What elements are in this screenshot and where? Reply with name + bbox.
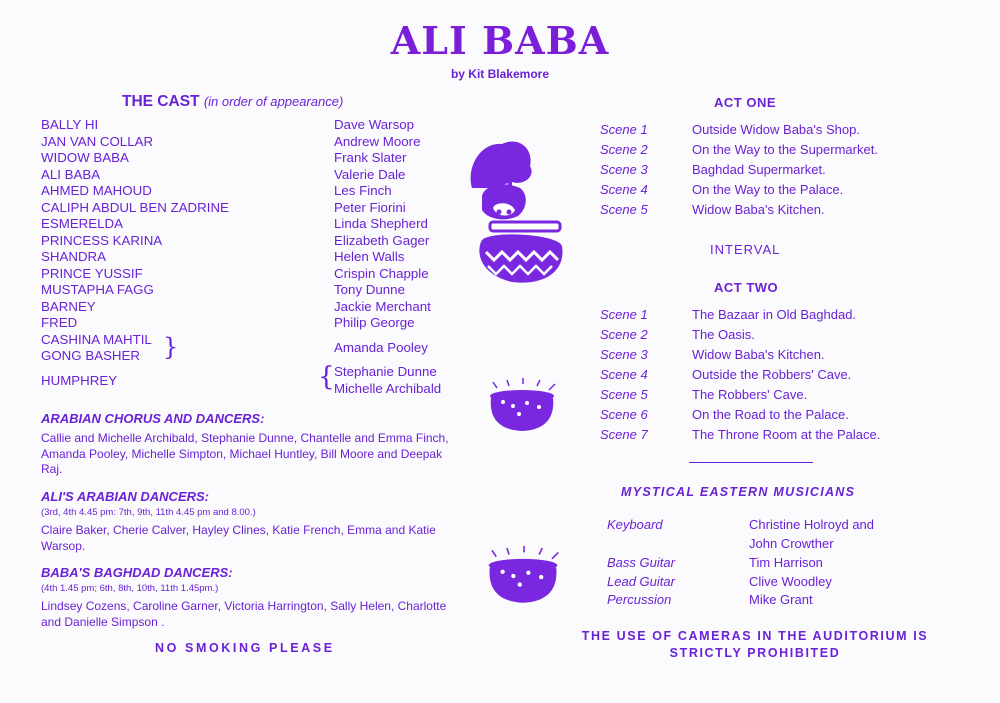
actor-name: Jackie Merchant bbox=[334, 298, 431, 314]
actor-name: Stephanie Dunne bbox=[334, 364, 437, 379]
genie-in-pot-icon bbox=[462, 130, 574, 290]
character-list bbox=[41, 117, 229, 389]
ali-dancers-note: (3rd, 4th 4.45 pm: 7th, 9th, 11th 4.45 pm and 8.00.) bbox=[41, 507, 256, 518]
character-name: HUMPHREY bbox=[41, 372, 118, 388]
scene-label: Scene 1 bbox=[600, 307, 648, 322]
scene-text: Widow Baba's Kitchen. bbox=[692, 347, 825, 362]
scene-label: Scene 3 bbox=[600, 347, 648, 362]
spacer bbox=[41, 365, 229, 373]
actor-name: Dave Warsop bbox=[334, 117, 415, 132]
actor-list bbox=[334, 117, 431, 356]
divider-line bbox=[689, 462, 813, 463]
left-brace: { bbox=[318, 362, 335, 392]
chorus-heading: ARABIAN CHORUS AND DANCERS: bbox=[41, 411, 265, 426]
actor-name: Crispin Chapple bbox=[334, 265, 429, 281]
actor-name: Valerie Dale bbox=[334, 166, 406, 182]
cameras-notice-line: STRICTLY PROHIBITED bbox=[669, 646, 841, 660]
musicians-heading: MYSTICAL EASTERN MUSICIANS bbox=[621, 485, 856, 499]
character-name: ESMERELDA bbox=[41, 216, 124, 231]
cameras-notice bbox=[520, 628, 990, 662]
character-name: AHMED MAHOUD bbox=[41, 183, 152, 198]
scene-text: On the Road to the Palace. bbox=[692, 407, 849, 422]
character-name: PRINCE YUSSIF bbox=[41, 265, 143, 281]
scene-label: Scene 6 bbox=[600, 407, 648, 422]
scene-text: The Bazaar in Old Baghdad. bbox=[692, 307, 857, 322]
baba-dancers-heading: BABA'S BAGHDAD DANCERS: bbox=[41, 565, 233, 580]
musician-role: Lead Guitar bbox=[607, 574, 675, 589]
scene-text: Outside Widow Baba's Shop. bbox=[692, 122, 860, 137]
right-brace: } bbox=[163, 333, 179, 361]
musician-name: Christine Holroyd and bbox=[749, 517, 875, 532]
scene-label: Scene 3 bbox=[600, 162, 648, 177]
character-name: ALI BABA bbox=[41, 166, 101, 182]
scene-text: The Robbers' Cave. bbox=[692, 387, 808, 402]
cameras-notice-line: THE USE OF CAMERAS IN THE AUDITORIUM IS bbox=[581, 629, 929, 643]
character-name: PRINCESS KARINA bbox=[41, 232, 163, 248]
scene-label: Scene 2 bbox=[600, 142, 648, 157]
humphrey-actors bbox=[334, 364, 441, 397]
character-name: JAN VAN COLLAR bbox=[41, 133, 154, 149]
actor-name: Elizabeth Gager bbox=[334, 232, 430, 248]
actor-name: Linda Shepherd bbox=[334, 216, 428, 231]
character-name: BARNEY bbox=[41, 298, 96, 314]
actor-name: Philip George bbox=[334, 315, 415, 330]
character-name: WIDOW BABA bbox=[41, 150, 129, 165]
byline: by Kit Blakemore bbox=[450, 67, 550, 81]
cast-subheading: (in order of appearance) bbox=[203, 94, 344, 109]
musician-name: Clive Woodley bbox=[749, 574, 832, 589]
scene-text: The Throne Room at the Palace. bbox=[692, 427, 881, 442]
page-title: ALI BABA bbox=[390, 18, 610, 63]
actor-name: Les Finch bbox=[334, 183, 392, 198]
musician-name: Mike Grant bbox=[749, 592, 813, 607]
scene-label: Scene 7 bbox=[600, 427, 648, 442]
ali-dancers-heading: ALI'S ARABIAN DANCERS: bbox=[41, 489, 209, 504]
scene-label: Scene 4 bbox=[600, 182, 648, 197]
scene-text: Widow Baba's Kitchen. bbox=[692, 202, 825, 217]
musician-role: Bass Guitar bbox=[607, 555, 675, 570]
scene-label: Scene 1 bbox=[600, 122, 648, 137]
actor-name: Peter Fiorini bbox=[334, 199, 406, 215]
scene-text: Outside the Robbers' Cave. bbox=[692, 367, 852, 382]
character-name: CASHINA MAHTIL bbox=[41, 331, 152, 347]
spacer bbox=[334, 332, 431, 340]
scene-label: Scene 5 bbox=[600, 387, 648, 402]
act-one-heading: ACT ONE bbox=[714, 95, 776, 110]
musician-name: Tim Harrison bbox=[749, 555, 823, 570]
baba-dancers-note: (4th 1.45 pm; 6th, 8th, 10th, 11th 1.45pm.) bbox=[41, 583, 219, 594]
interval-label: INTERVAL bbox=[710, 242, 781, 257]
treasure-pot-icon bbox=[481, 546, 565, 606]
no-smoking-notice: NO SMOKING PLEASE bbox=[155, 641, 335, 655]
scene-label: Scene 2 bbox=[600, 327, 648, 342]
character-name: FRED bbox=[41, 315, 78, 330]
character-name: GONG BASHER bbox=[41, 348, 141, 363]
scene-text: The Oasis. bbox=[692, 327, 755, 342]
actor-name: Michelle Archibald bbox=[334, 380, 442, 396]
musician-name: John Crowther bbox=[749, 536, 834, 551]
baba-dancers-text: Lindsey Cozens, Caroline Garner, Victoria Harrington, Sally Helen, Charlotte and Danielle Simpson . bbox=[41, 599, 447, 629]
musician-role: Keyboard bbox=[607, 517, 663, 532]
scene-text: On the Way to the Palace. bbox=[692, 182, 844, 197]
scene-label: Scene 4 bbox=[600, 367, 648, 382]
musician-role: Percussion bbox=[607, 592, 672, 607]
actor-name: Tony Dunne bbox=[334, 282, 405, 297]
chorus-text: Callie and Michelle Archibald, Stephanie Dunne, Chantelle and Emma Finch, Amanda Pooley, Michelle Simpton, Michael Huntley, Bill Moore and Deepak Raj. bbox=[41, 431, 449, 476]
act-two-heading: ACT TWO bbox=[714, 280, 779, 295]
scene-label: Scene 5 bbox=[600, 202, 648, 217]
treasure-pot-icon bbox=[483, 378, 561, 434]
character-name: CALIPH ABDUL BEN ZADRINE bbox=[41, 199, 229, 215]
character-name: MUSTAPHA FAGG bbox=[41, 282, 154, 297]
actor-name: Amanda Pooley bbox=[334, 339, 428, 355]
character-name: BALLY HI bbox=[41, 117, 99, 132]
ali-dancers-text: Claire Baker, Cherie Calver, Hayley Clines, Katie French, Emma and Katie Warsop. bbox=[41, 523, 436, 553]
actor-name: Frank Slater bbox=[334, 150, 407, 165]
scene-text: Baghdad Supermarket. bbox=[692, 162, 826, 177]
character-name: SHANDRA bbox=[41, 249, 107, 264]
scene-text: On the Way to the Supermarket. bbox=[692, 142, 878, 157]
actor-name: Helen Walls bbox=[334, 249, 405, 264]
actor-name: Andrew Moore bbox=[334, 133, 421, 149]
cast-heading-text: THE CAST bbox=[122, 93, 200, 110]
cast-heading bbox=[122, 93, 343, 111]
